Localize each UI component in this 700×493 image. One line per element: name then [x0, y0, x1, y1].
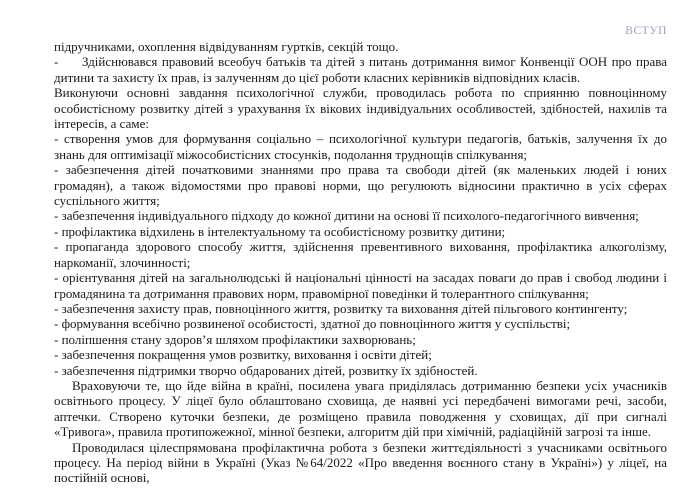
list-item: - забезпечення підтримки творчо обдарованих дітей, розвитку їх здібностей.	[54, 362, 478, 378]
list-item: - забезпечення захисту прав, повноцінного життя, розвитку та виховання дітей пільгового контингенту;	[54, 300, 628, 316]
body-paragraph: Враховуючи те, що йде війна в країні, посилена увага приділялась дотриманню безпеки усіх учасників освітнього процесу. У ліцеї було облаштовано сховища, де наявні усі передбачені вимогами речі, засоби, аптечки. Створено куточки безпеки, де розміщено правила поводження у сховищах, дії при сигналі «Тривога», правила протипожежної, мінної безпеки, алгоритм дій при хімічній, радіаційній загрозі та інше.	[54, 377, 667, 440]
list-item: - забезпечення індивідуального підходу до кожної дитини на основі її психолого-педагогічного вивчення;	[54, 208, 639, 224]
list-item: - забезпечення дітей початковими знаннями про права та свободи дітей (як маленьких людей і юних громадян), а також відомостями про правові норми, що регулюють відносини практично в усіх сферах суспільного життя;	[54, 162, 667, 209]
list-item: - поліпшення стану здоров’я шляхом профілактики захворювань;	[54, 331, 416, 347]
dash-marker: -	[54, 54, 59, 70]
list-item: - орієнтування дітей на загальнолюдські й національні цінності на засадах поваги до прав і свобод людини і громадянина та дотримання правових норм, правомірної поведінки й толерантного спілкування;	[54, 270, 667, 301]
document-body	[54, 39, 667, 486]
page-header-title: ВСТУП	[625, 25, 667, 37]
body-paragraph: Виконуючи основні завдання психологічної служби, проводилась робота по сприянню повноцінному особистісному розвитку дітей з урахування їх вікових індивідуальних особливостей, здібностей, нахилів та інтересів, а саме:	[54, 85, 667, 132]
list-item: - профілактика відхилень в інтелектуальному та особистісному розвитку дитини;	[54, 223, 506, 239]
body-paragraph: Проводилася цілеспрямована профілактична робота з безпеки життєдіяльності з учасниками освітнього процесу. На період війни в Україні (Указ №64/2022 «Про введення воєнного стану в Україні») у ліцеї, на постійній основі,	[54, 439, 667, 486]
body-paragraph-dash	[54, 54, 667, 85]
body-paragraph: підручниками, охоплення відвідуванням гуртків, секцій тощо.	[54, 39, 399, 54]
list-item: - створення умов для формування соціально – психологічної культури педагогів, батьків, залучення їх до знань для оптимізації міжособистісних стосунків, подолання труднощів спілкування;	[54, 131, 667, 162]
list-item: - формування всебічно розвиненої особистості, здатної до повноцінного життя у суспільстві;	[54, 316, 571, 332]
page-header	[54, 24, 667, 38]
paragraph-text: Здійснювався правовий всеобуч батьків та дітей з питань дотримання вимог Конвенції ООН про права дитини та захисту їх прав, із залученням до цієї роботи класних керівників відповідних класів.	[54, 54, 667, 85]
list-item: - пропаганда здорового способу життя, здійснення превентивного виховання, профілактика алкоголізму, наркоманії, злочинності;	[54, 239, 667, 270]
list-item: - забезпечення покращення умов розвитку, виховання і освіти дітей;	[54, 347, 432, 363]
